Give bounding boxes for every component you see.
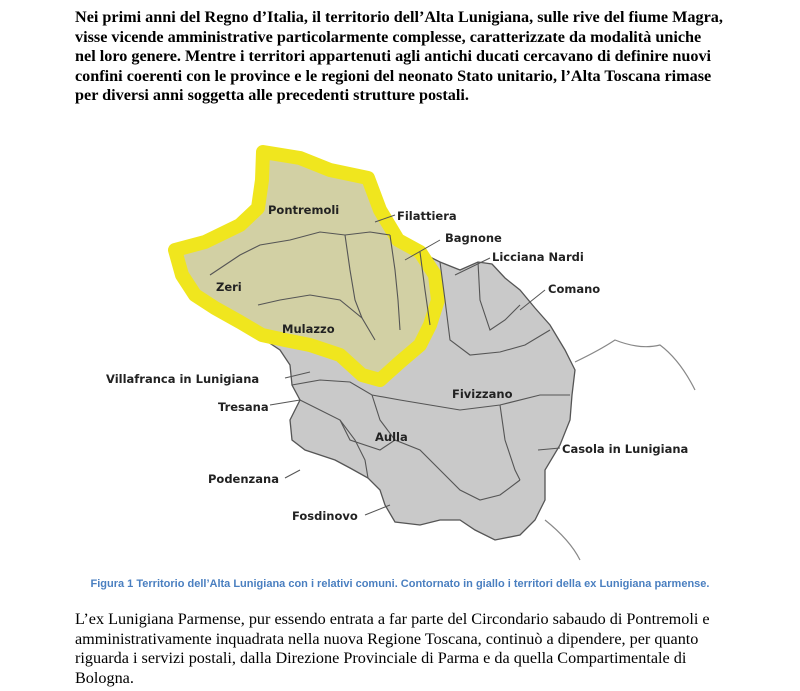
label-fivizzano: Fivizzano: [452, 387, 513, 401]
label-tresana: Tresana: [218, 400, 269, 414]
outro-line: Bologna.: [75, 668, 134, 687]
intro-paragraph: [75, 8, 735, 106]
outro-paragraph: [75, 610, 735, 688]
label-aulla: Aulla: [375, 430, 408, 444]
outro-line: riguarda i servizi postali, dalla Direzione Provinciale di Parma e da quella Compartimentale di: [75, 649, 687, 668]
intro-line: confini coerenti con le province e le regioni del neonato Stato unitario, l’Alta Toscana rimase: [75, 66, 712, 85]
outro-line: amministrativamente inquadrata nella nuova Regione Toscana, continuò a dipendere, per quanto: [75, 629, 699, 648]
label-fosdinovo: Fosdinovo: [292, 509, 358, 523]
figure-caption: Figura 1 Territorio dell’Alta Lunigiana con i relativi comuni. Contornato in giallo i territori della ex Lunigiana parmense.: [90, 578, 710, 590]
intro-line: per diversi anni soggetta alle precedenti strutture postali.: [75, 86, 469, 105]
outro-line: L’ex Lunigiana Parmense, pur essendo entrata a far parte del Circondario sabaudo di Pontremoli e: [75, 610, 710, 628]
label-filattiera: Filattiera: [397, 209, 457, 223]
intro-line: visse vicende amministrative particolarmente complesse, caratterizzate da modalità uniche: [75, 27, 702, 46]
parmense-highlight: [175, 152, 438, 380]
label-licciana-nardi: Licciana Nardi: [492, 250, 584, 264]
label-zeri: Zeri: [216, 280, 242, 294]
label-villafranca: Villafranca in Lunigiana: [106, 372, 260, 386]
intro-line: nel loro genere. Mentre i territori appartenuti agli antichi ducati cercavano di definire nuovi: [75, 47, 712, 66]
label-pontremoli: Pontremoli: [268, 203, 340, 217]
lunigiana-map-figure: [100, 118, 700, 570]
label-casola: Casola in Lunigiana: [562, 442, 689, 456]
river-line: [575, 340, 695, 390]
label-mulazzo: Mulazzo: [282, 322, 335, 336]
intro-line: Nei primi anni del Regno d’Italia, il territorio dell’Alta Lunigiana, sulle rive del fiume Magra,: [75, 8, 723, 26]
lunigiana-map: [100, 118, 700, 570]
label-comano: Comano: [548, 282, 601, 296]
river-line: [545, 520, 580, 560]
label-podenzana: Podenzana: [208, 472, 279, 486]
label-bagnone: Bagnone: [445, 231, 502, 245]
